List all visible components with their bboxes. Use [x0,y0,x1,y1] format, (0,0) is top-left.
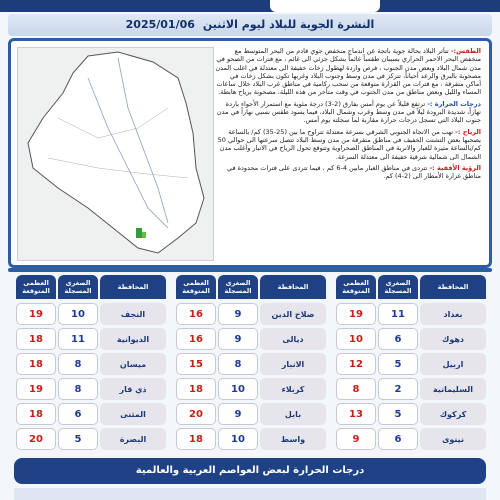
province-name: واسط [260,428,326,450]
bulletin-title: النشرة الجوية للبلاد ليوم الاثنين [202,18,375,31]
wind-label: الرياح :- [455,127,481,136]
max-temp: 16 [176,328,216,350]
max-temp: 13 [336,403,376,425]
province-table [174,275,326,453]
table-row [174,428,326,450]
province-table [334,275,486,453]
min-temp: 8 [58,353,98,375]
max-temp: 20 [176,403,216,425]
divider [8,268,492,272]
min-temp: 11 [58,328,98,350]
min-temp: 5 [378,403,418,425]
max-temp: 10 [336,328,376,350]
table-row [334,328,486,350]
header-min: الصغرى المسجلة [218,275,258,299]
min-temp: 11 [378,303,418,325]
table-row [14,428,166,450]
table-row [14,328,166,350]
table-header [174,275,326,299]
min-temp: 10 [218,428,258,450]
table-row [334,403,486,425]
temperature-tables [14,275,486,453]
header-province: المحافظة [260,275,326,299]
min-temp: 5 [58,428,98,450]
table-row [174,378,326,400]
province-name: الديوانية [100,328,166,350]
province-name: كربلاء [260,378,326,400]
temp-text: ترتفع قليلاً عن يوم أمس بفارق (2-3) درجة مئوية مع استمرار الأجواء باردة نهاراً، شديدة البرودة ليلاً في مدن وسط وغرب وشمال البلاد، فيما يسود طقس نسبي نهاراً في مدن جنوب البلاد التي تسجل درجات حرارة مقاربة لما سجلته يوم أمس. [216,99,481,125]
header-province: المحافظة [100,275,166,299]
weather-text: تتأثر البلاد بحالة جوية ناتجة عن اندماج منخفض جوي قادم من البحر المتوسط مع منخفض البحر الاحمر الحراري بسببان طقساً غائماً بشكل جزئي الى غائم ، مع فترات من الصحو في مدن شمال البلاد وبعض مدن الجنوب ، فرص واردة لهطول زخات خفيفة الى معتدلة في اغلب المدن مصحوبة بالبرق والرعد أحياناً، تتركز في مدن وسط وجنوب البلاد وغربها تكون بشكل زخات في أماكن متفرقة ، مع فترات من القزارة متوقعة من سحب ركامية في مناطق غرب البلاد خلال ساعات المساء والليل وبعض مناطق من مدن الجنوب في وقت متأخر من هذه الليلة، مصحوبة برياح هابطة. [215,47,481,97]
table-row [334,353,486,375]
min-temp: 10 [218,378,258,400]
logo-area [270,0,380,12]
temp-label: درجات الحرارة :- [427,99,481,108]
capitals-heading: درجات الحرارة لبعض العواصم العربية والعالمية [14,458,486,484]
bulletin-header [8,14,492,36]
weather-label: الطقس:- [450,47,481,55]
header-min: الصغرى المسجلة [378,275,418,299]
top-bar [0,0,500,12]
province-name: النجف [100,303,166,325]
max-temp: 18 [16,353,56,375]
max-temp: 18 [16,328,56,350]
province-table [14,275,166,453]
min-temp: 2 [378,378,418,400]
max-temp: 18 [16,403,56,425]
province-name: الانبار [260,353,326,375]
max-temp: 8 [336,378,376,400]
province-name: صلاح الدين [260,303,326,325]
province-name: البصرة [100,428,166,450]
header-max: العظمى المتوقعة [176,275,216,299]
min-temp: 10 [58,303,98,325]
table-row [334,428,486,450]
header-min: الصغرى المسجلة [58,275,98,299]
max-temp: 20 [16,428,56,450]
header-max: العظمى المتوقعة [336,275,376,299]
header-max: العظمى المتوقعة [16,275,56,299]
max-temp: 19 [16,378,56,400]
table-row [334,378,486,400]
weather-map [17,47,214,261]
table-row [174,353,326,375]
min-temp: 5 [378,353,418,375]
table-row [334,303,486,325]
visibility-text: تتردى في مناطق الغبار مابين 4-6 كم ، فيما تتردى على فترات محدودة في مناطق غزارة الأمطار الى (2-4) كم. [227,163,481,181]
visibility-label: الرؤية الأفقية :- [429,163,481,172]
table-row [174,303,326,325]
min-temp: 9 [218,328,258,350]
max-temp: 12 [336,353,376,375]
table-row [14,353,166,375]
table-row [14,378,166,400]
province-name: كركوك [420,403,486,425]
min-temp: 6 [378,328,418,350]
table-row [14,403,166,425]
min-temp: 9 [218,303,258,325]
province-name: المثنى [100,403,166,425]
max-temp: 9 [336,428,376,450]
province-name: بغداد [420,303,486,325]
province-name: ذي قار [100,378,166,400]
max-temp: 16 [176,303,216,325]
max-temp: 18 [176,428,216,450]
province-name: نينوى [420,428,486,450]
max-temp: 19 [16,303,56,325]
province-name: ميسان [100,353,166,375]
min-temp: 8 [218,353,258,375]
bulletin-text [215,47,481,261]
province-name: ديالى [260,328,326,350]
table-row [14,303,166,325]
min-temp: 6 [58,403,98,425]
province-name: اربيل [420,353,486,375]
iraq-map [18,48,213,260]
min-temp: 9 [218,403,258,425]
wind-text: تهب من الاتجاه الجنوبي الشرقي بسرعة معتدلة تتراوح ما بين (25-35) كم/ بالساعة يصحبها بعض التشتت الخفيف في مناطق متفرقة من مدن وسط البلاد تتصل سرعتها الى حوالي 50 كم/بالساعة مثيرة للغبار والاتربة في المناطق الصحراوية وتتوقع تحول الرياح في الانبار وأغلب مدن الشمال الى شمالية شرقية خفيفة الى معتدلة السرعة. [217,127,481,161]
capitals-table-top [14,488,486,500]
max-temp: 19 [336,303,376,325]
table-header [14,275,166,299]
table-header [334,275,486,299]
max-temp: 15 [176,353,216,375]
bulletin-date: 2025/01/06 [125,18,195,31]
province-name: بابل [260,403,326,425]
province-name: السليمانية [420,378,486,400]
max-temp: 18 [176,378,216,400]
table-row [174,403,326,425]
min-temp: 6 [378,428,418,450]
bulletin-frame [8,38,492,268]
province-name: دهوك [420,328,486,350]
min-temp: 8 [58,378,98,400]
table-row [174,328,326,350]
header-province: المحافظة [420,275,486,299]
